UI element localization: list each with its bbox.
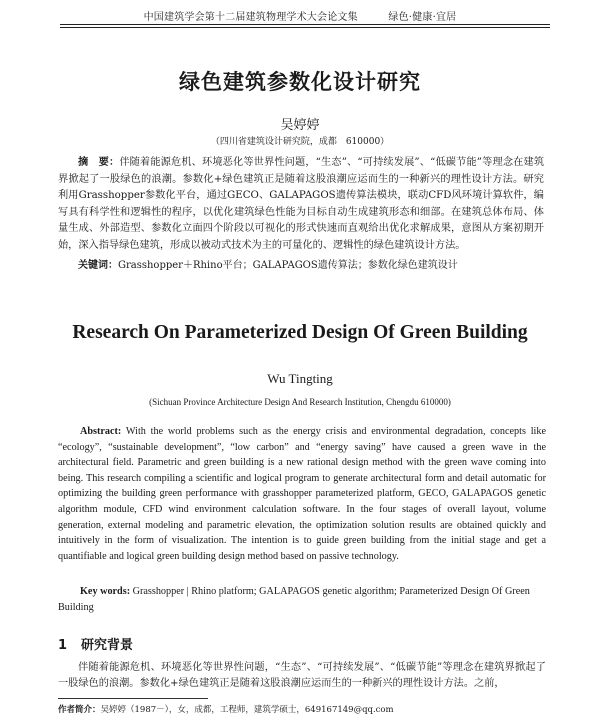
chinese-title: 绿色建筑参数化设计研究 <box>179 70 421 94</box>
chinese-keywords-text: Grasshopper＋Rhino平台；GALAPAGOS遗传算法；参数化绿色建筑设计 <box>118 260 458 271</box>
author-footnote <box>58 703 548 715</box>
chinese-abstract <box>58 154 544 254</box>
english-abstract-text: With the world problems such as the energy crisis and environmental degradation, concepts like “ecology”, “sustainable development”, “low carbon” and “energy saving” have caused a green wave in the architectural field. Parametric and green building is a new rational design method with the green wave coming into being. This research compiling a scientific and logical program to generate architectural form and detail automatic for optimizing the building green performance with grasshopper parameterized platform, GECO, GALAPAGOS genetic algorithm module, CFD wind environment calculation software. In the four stages of overall layout, volume generation, external modeling and parametric elevation, the optimization solution results are obtained quickly and intuitively in the form of visualization. The intention is to guide green building from the initial stage and get a quantifiable and logical green building design method based on passive technology. <box>58 426 546 562</box>
english-author: Wu Tingting <box>267 371 333 386</box>
chinese-affiliation: （四川省建筑设计研究院，成都 610000） <box>210 137 390 147</box>
footnote-label: 作者简介： <box>58 705 101 715</box>
header-rule-top <box>60 24 550 25</box>
english-affiliation: (Sichuan Province Architecture Design And Research Institution, Chengdu 610000) <box>149 397 451 407</box>
english-keywords <box>58 584 546 615</box>
english-keywords-text: Grasshopper | Rhino platform; GALAPAGOS genetic algorithm; Parameterized Design Of Green Building <box>58 586 530 613</box>
chinese-abstract-text: 伴随着能源危机、环境恶化等世界性问题，“生态”、“可持续发展”、“低碳节能”等理念在建筑界掀起了一股绿色的浪潮。参数化+绿色建筑正是随着这股浪潮应运而生的一种新兴的理性设计方法。研究利用Grasshopper参数化平台，通过GECO、GALAPAGOS遗传算法模块，联动CFD风环境计算软件，编写具有科学性和逻辑性的程序，以优化建筑绿色性能为目标自动生成建筑形态和细部。在建筑总体布局、体量生成、外部造型、参数化立面四个阶段以可视化的形式快速而直观给出优化求解成果，意图从方案初期开始，深入指导绿色建筑，形成以被动式技术为主的可量化的、逻辑性的绿色建筑设计方法。 <box>58 157 545 251</box>
section-number: 1 <box>58 638 68 653</box>
section-paragraph: 伴随着能源危机、环境恶化等世界性问题，“生态”、“可持续发展”、“低碳节能”等理念在建筑界掀起了一股绿色的浪潮。参数化+绿色建筑正是随着这股浪潮应运而生的一种新兴的理性设计方法。之前， <box>58 662 546 689</box>
english-abstract <box>58 424 546 564</box>
english-abstract-label: Abstract: <box>80 426 122 437</box>
chinese-author: 吴婷婷 <box>280 118 320 133</box>
section-heading <box>58 634 133 653</box>
header-rule-bottom <box>60 27 550 28</box>
chinese-keywords-label: 关键词： <box>78 260 118 271</box>
footnote-text: 吴婷婷（1987－），女，成都，工程师，建筑学硕士，64916714​9@qq.com <box>100 705 394 715</box>
english-title: Research On Parameterized Design Of Green Building <box>72 322 528 343</box>
english-keywords-label: Key words: <box>80 586 131 597</box>
running-header: 中国建筑学会第十二届建筑物理学术大会论文集 绿色·健康·宜居 <box>143 12 457 23</box>
section-title: 研究背景 <box>81 638 134 653</box>
footnote-rule <box>58 698 208 699</box>
chinese-abstract-label: 摘 要： <box>78 156 120 168</box>
chinese-keywords <box>78 256 548 271</box>
